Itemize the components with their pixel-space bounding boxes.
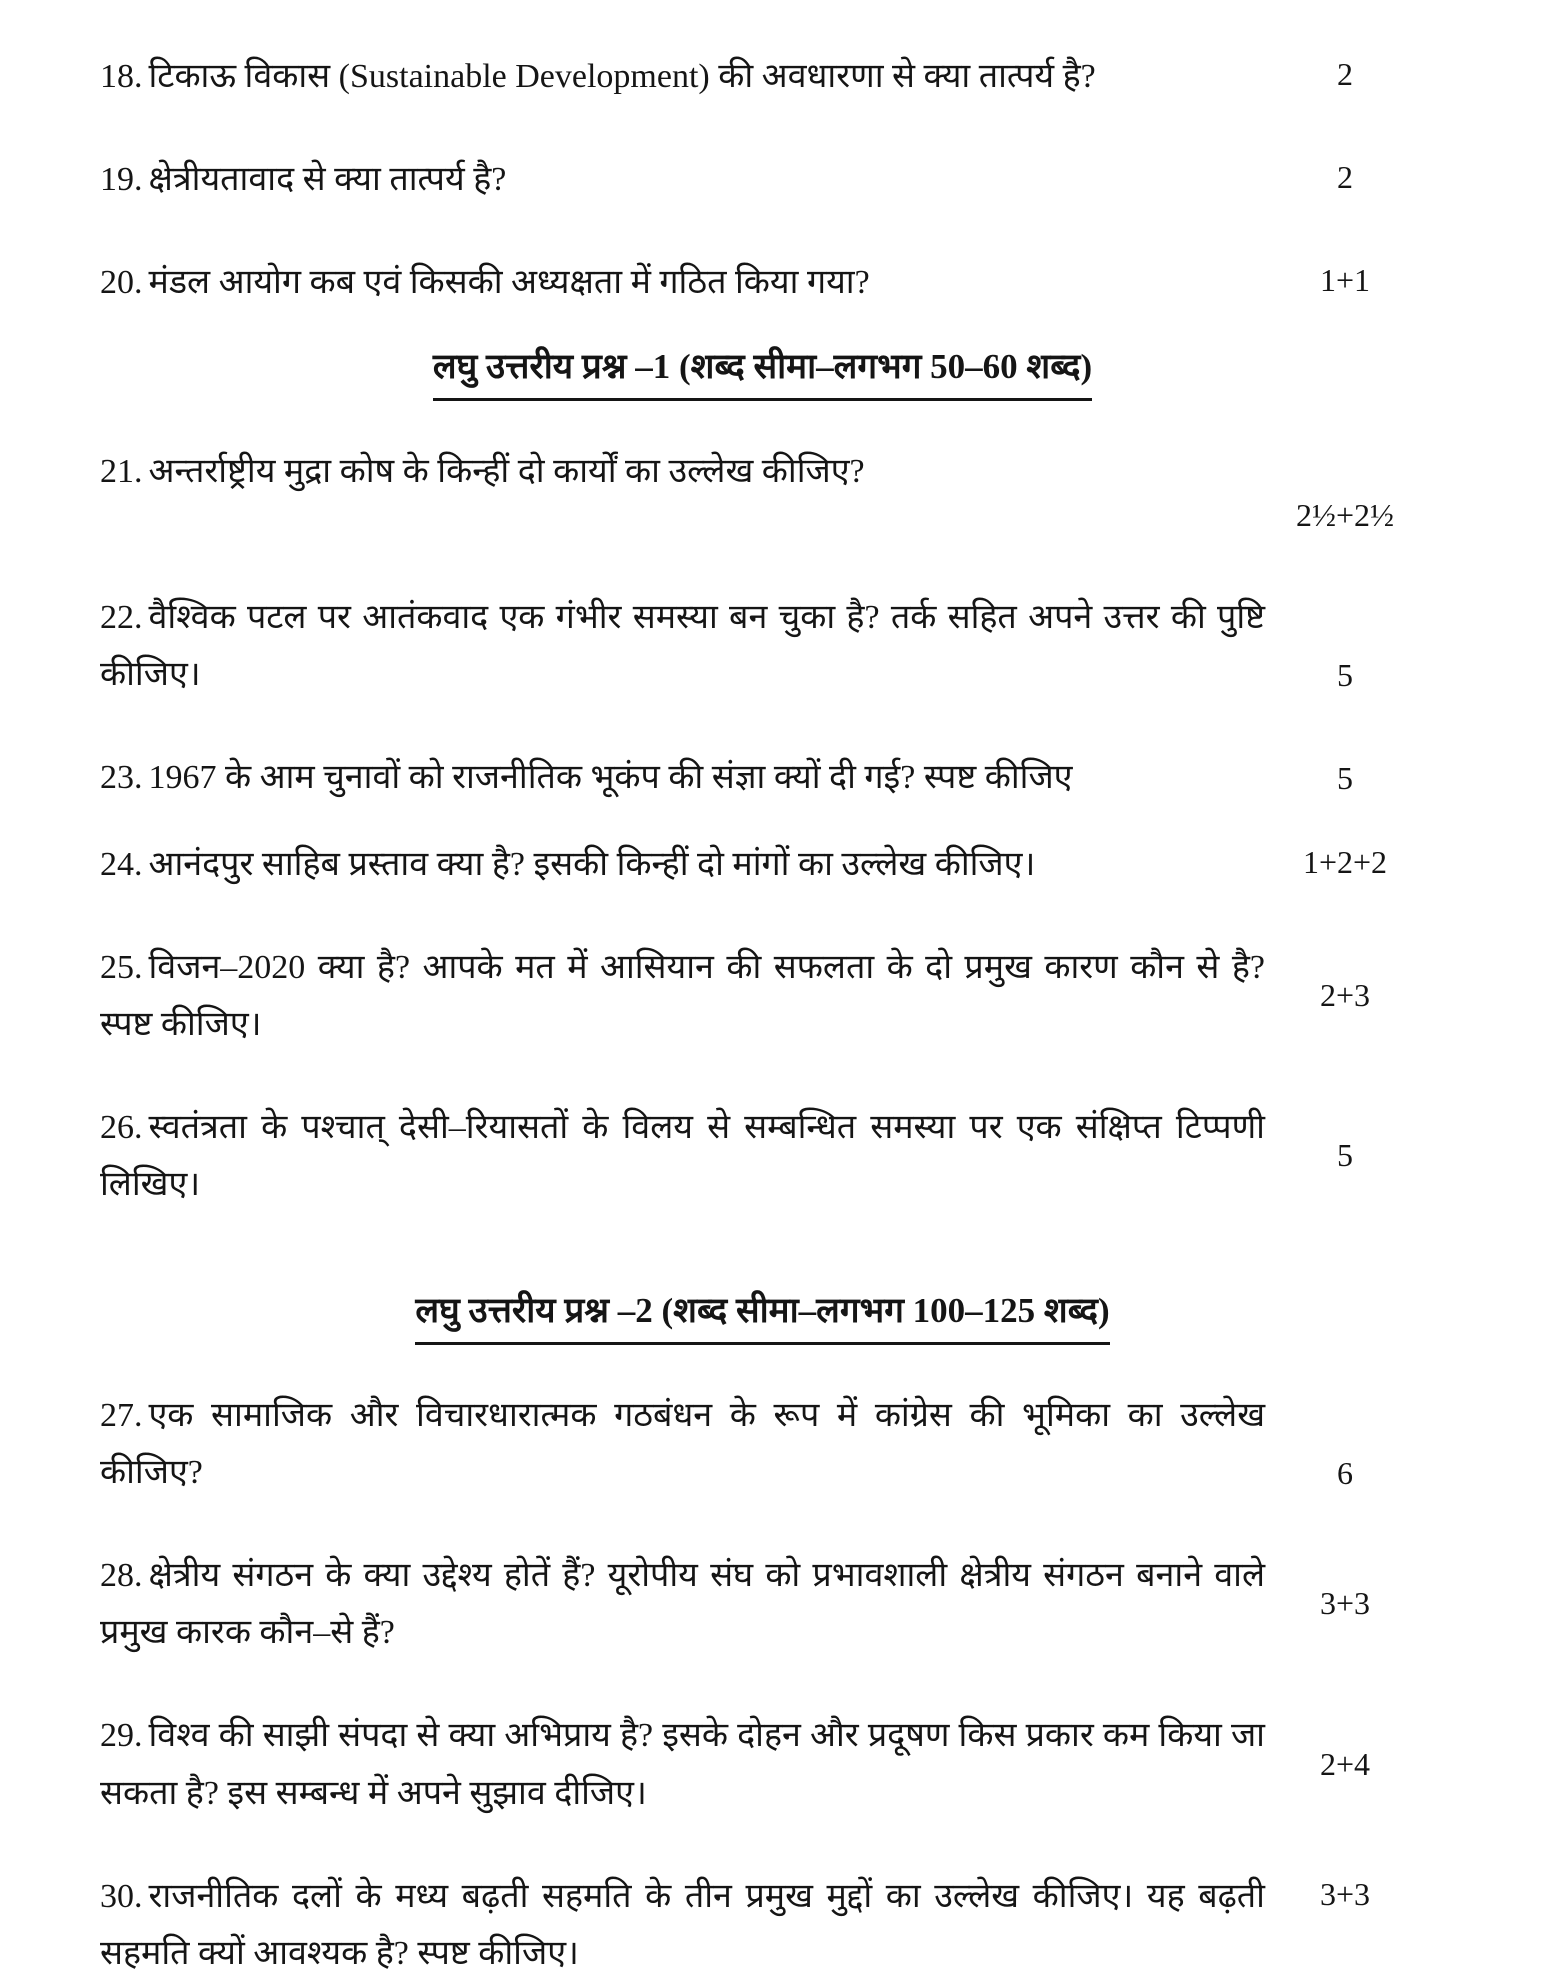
question-body: स्वतंत्रता के पश्चात् देसी–रियासतों के विलय से सम्बन्धित समस्या पर एक संक्षिप्त टिप्पणी लिखिए। (100, 1109, 1265, 1204)
question-row-18 (100, 48, 1547, 105)
question-body: अन्तर्राष्ट्रीय मुद्रा कोष के किन्हीं दो कार्यों का उल्लेख कीजिए? (148, 452, 865, 490)
question-number: 22. (100, 598, 143, 636)
question-text (100, 1868, 1265, 1982)
question-text (100, 1387, 1265, 1501)
question-marks (1265, 1547, 1425, 1661)
question-text (100, 589, 1265, 703)
question-row-19 (100, 151, 1547, 208)
question-text (100, 443, 1265, 543)
question-row-27 (100, 1387, 1547, 1501)
question-marks (1265, 443, 1425, 543)
question-marks (1265, 1707, 1425, 1821)
question-marks (1265, 1868, 1425, 1982)
question-body: विश्व की साझी संपदा से क्या अभिप्राय है? इसके दोहन और प्रदूषण किस प्रकार कम किया जा सकता है? इस सम्बन्ध में अपने सुझाव दीजिए। (100, 1717, 1265, 1812)
section-heading: लघु उत्तरीय प्रश्न –1 (शब्द सीमा–लगभग 50–60 शब्द) (433, 341, 1092, 401)
marks-value: 2+3 (1319, 977, 1371, 1014)
question-number: 19. (100, 161, 143, 199)
question-number: 29. (100, 1717, 143, 1755)
question-number: 20. (100, 264, 143, 302)
question-body: राजनीतिक दलों के मध्य बढ़ती सहमति के तीन प्रमुख मुद्दों का उल्लेख कीजिए। यह बढ़ती सहमति क्यों आवश्यक है? स्पष्ट कीजिए। (100, 1877, 1265, 1972)
question-row-29 (100, 1707, 1547, 1821)
question-text (100, 836, 1265, 893)
marks-value: 5 (1337, 760, 1353, 797)
question-number: 30. (100, 1877, 143, 1915)
question-text (100, 48, 1265, 105)
marks-value: 6 (1337, 1455, 1353, 1492)
question-text (100, 1099, 1265, 1213)
marks-value: 5 (1337, 1137, 1353, 1174)
question-text (100, 1707, 1265, 1821)
question-body: एक सामाजिक और विचारधारात्मक गठबंधन के रूप में कांग्रेस की भूमिका का उल्लेख कीजिए? (100, 1396, 1265, 1492)
question-row-28 (100, 1547, 1547, 1661)
question-number: 24. (100, 845, 143, 883)
question-text (100, 939, 1265, 1053)
marks-value: 1+1 (1319, 262, 1371, 299)
question-row-20 (100, 254, 1547, 311)
question-body: विजन–2020 क्या है? आपके मत में आसियान की सफलता के दो प्रमुख कारण कौन से है? स्पष्ट कीजिए। (100, 949, 1265, 1044)
question-number: 26. (100, 1109, 143, 1147)
question-row-26 (100, 1099, 1547, 1213)
section-heading-row (100, 341, 1425, 401)
question-body: मंडल आयोग कब एवं किसकी अध्यक्षता में गठित किया गया? (148, 264, 870, 302)
question-marks (1265, 589, 1425, 703)
question-body: क्षेत्रीय संगठन के क्या उद्देश्य होतें हैं? यूरोपीय संघ को प्रभावशाली क्षेत्रीय संगठन बनाने वाले प्रमुख कारक कौन–से हैं? (100, 1557, 1265, 1652)
question-row-22 (100, 589, 1547, 703)
marks-value: 5 (1337, 657, 1353, 694)
question-marks (1265, 1099, 1425, 1213)
question-marks (1265, 48, 1425, 105)
question-number: 28. (100, 1557, 143, 1595)
section-heading: लघु उत्तरीय प्रश्न –2 (शब्द सीमा–लगभग 100–125 शब्द) (415, 1285, 1109, 1345)
question-text (100, 254, 1265, 311)
question-marks (1265, 939, 1425, 1053)
marks-value: 2½+2½ (1295, 496, 1395, 533)
question-text (100, 1547, 1265, 1661)
question-row-25 (100, 939, 1547, 1053)
question-number: 18. (100, 58, 143, 95)
question-body: टिकाऊ विकास (Sustainable Development) की अवधारणा से क्या तात्पर्य है? (148, 58, 1096, 95)
question-body: 1967 के आम चुनावों को राजनीतिक भूकंप की संज्ञा क्यों दी गई? स्पष्ट कीजिए (148, 758, 1073, 796)
question-number: 21. (100, 452, 143, 490)
marks-value: 2 (1337, 159, 1353, 196)
question-number: 25. (100, 949, 143, 987)
marks-value: 1+2+2 (1302, 843, 1388, 880)
marks-value: 3+3 (1319, 1875, 1371, 1912)
question-marks (1265, 254, 1425, 311)
marks-value: 2 (1337, 56, 1353, 92)
question-marks (1265, 836, 1425, 893)
question-row-21 (100, 443, 1547, 543)
question-number: 23. (100, 758, 143, 796)
question-number: 27. (100, 1396, 143, 1434)
question-text (100, 151, 1265, 208)
question-body: क्षेत्रीयतावाद से क्या तात्पर्य है? (148, 161, 507, 199)
question-marks (1265, 151, 1425, 208)
question-row-23 (100, 749, 1547, 806)
section-heading-row (100, 1285, 1425, 1345)
question-row-30 (100, 1868, 1547, 1982)
question-body: आनंदपुर साहिब प्रस्ताव क्या है? इसकी किन्हीं दो मांगों का उल्लेख कीजिए। (148, 845, 1036, 883)
question-marks (1265, 1387, 1425, 1501)
question-text (100, 749, 1265, 806)
question-body: वैश्विक पटल पर आतंकवाद एक गंभीर समस्या बन चुका है? तर्क सहित अपने उत्तर की पुष्टि कीजिए। (100, 598, 1265, 693)
question-marks (1265, 749, 1425, 806)
question-row-24 (100, 836, 1547, 893)
marks-value: 2+4 (1319, 1745, 1371, 1782)
marks-value: 3+3 (1319, 1585, 1371, 1622)
